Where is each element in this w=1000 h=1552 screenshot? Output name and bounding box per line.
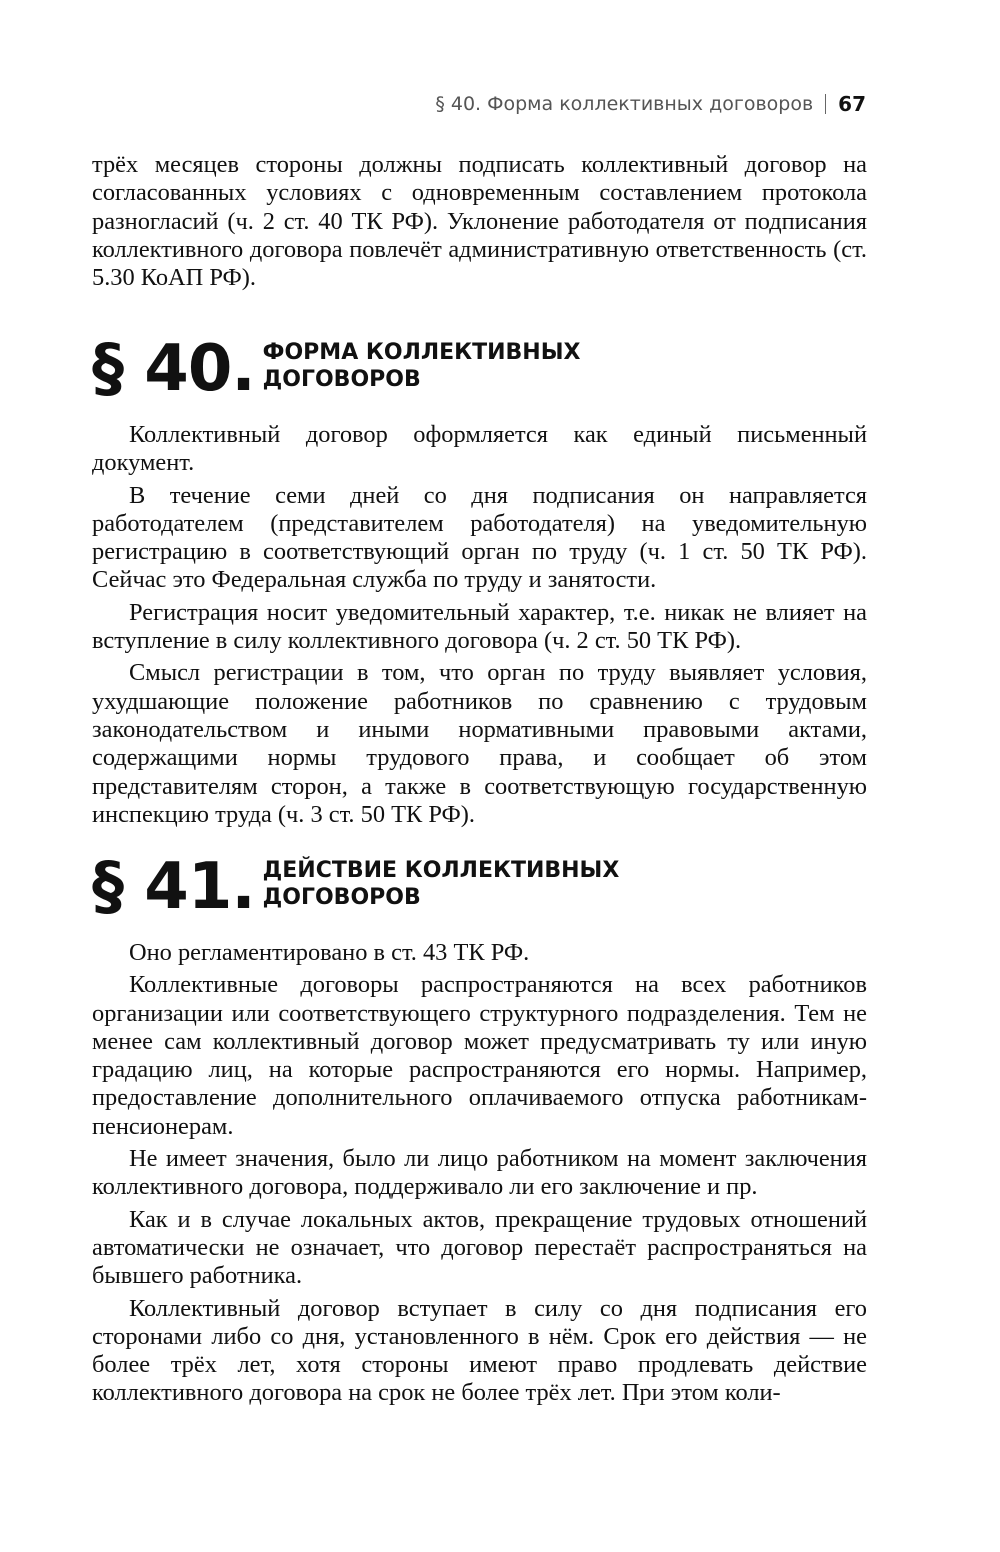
paragraph: Коллективные договоры распространяются на всех работников организации или соответствующего структурного подразделения. Тем не менее сам коллективный договор может предусматривать ту или иную градацию лиц, на которые распространяются его нормы. Например, предоставление дополнительного оплачиваемого отпуска работникам-пенсионерам. xyxy=(92,971,867,1140)
intro-text xyxy=(92,151,867,292)
section-40-body xyxy=(92,421,867,829)
section-41-number: § 41. xyxy=(92,850,255,924)
paragraph: Смысл регистрации в том, что орган по труду выявляет условия, ухудшающие положение работников по сравнению с трудовым законодательством и иными нормативными правовыми актами, содержащими нормы трудового права, и сообщает об этом представителям сторон, а также в соответствующую государственную инспекцию труда (ч. 3 ст. 50 ТК РФ). xyxy=(92,659,867,828)
section-41-title: ДЕЙСТВИЕ КОЛЛЕКТИВНЫХ ДОГОВОРОВ xyxy=(262,858,620,910)
section-40-title: ФОРМА КОЛЛЕКТИВНЫХ ДОГОВОРОВ xyxy=(262,340,581,392)
page-number: 67 xyxy=(838,92,866,116)
running-title: § 40. Форма коллективных договоров xyxy=(435,93,814,115)
paragraph: Регистрация носит уведомительный характер, т.е. никак не влияет на вступление в силу коллективного договора (ч. 2 ст. 50 ТК РФ). xyxy=(92,598,867,655)
paragraph: Как и в случае локальных актов, прекращение трудовых отношений автоматически не означает, что договор перестаёт распространяться на бывшего работника. xyxy=(92,1205,867,1290)
paragraph: Оно регламентировано в ст. 43 ТК РФ. xyxy=(129,939,530,966)
section-40-heading xyxy=(92,332,581,406)
paragraph: Коллективный договор вступает в силу со дня подписания его сторонами либо со дня, установленного в нём. Срок его действия — не более трёх лет, хотя стороны имеют право продлевать действие коллективного договора на срок не более трёх лет. При этом коли- xyxy=(92,1294,867,1407)
paragraph: Не имеет значения, было ли лицо работником на момент заключения коллективного договора, поддерживало ли его заключение и пр. xyxy=(92,1145,867,1201)
header-divider xyxy=(825,94,826,114)
paragraph: В течение семи дней со дня подписания он направляется работодателем (представителем работодателя) на уведомительную регистрацию в соответствующий орган по труду (ч. 1 ст. 50 ТК РФ). Сейчас это Федеральная служба по труду и занятости. xyxy=(92,481,867,594)
paragraph: Коллективный договор оформляется как единый письменный документ. xyxy=(92,421,867,477)
running-header xyxy=(435,92,866,116)
section-41-heading xyxy=(92,850,620,924)
intro-paragraph: трёх месяцев стороны должны подписать коллективный договор на согласованных условиях с одновременным составлением протокола разногласий (ч. 2 ст. 40 ТК РФ). Уклонение работодателя от подписания коллективного договора повлечёт административную ответственность (ст. 5.30 КоАП РФ). xyxy=(92,151,867,292)
section-41-body xyxy=(92,939,867,1408)
section-40-number: § 40. xyxy=(92,332,255,406)
